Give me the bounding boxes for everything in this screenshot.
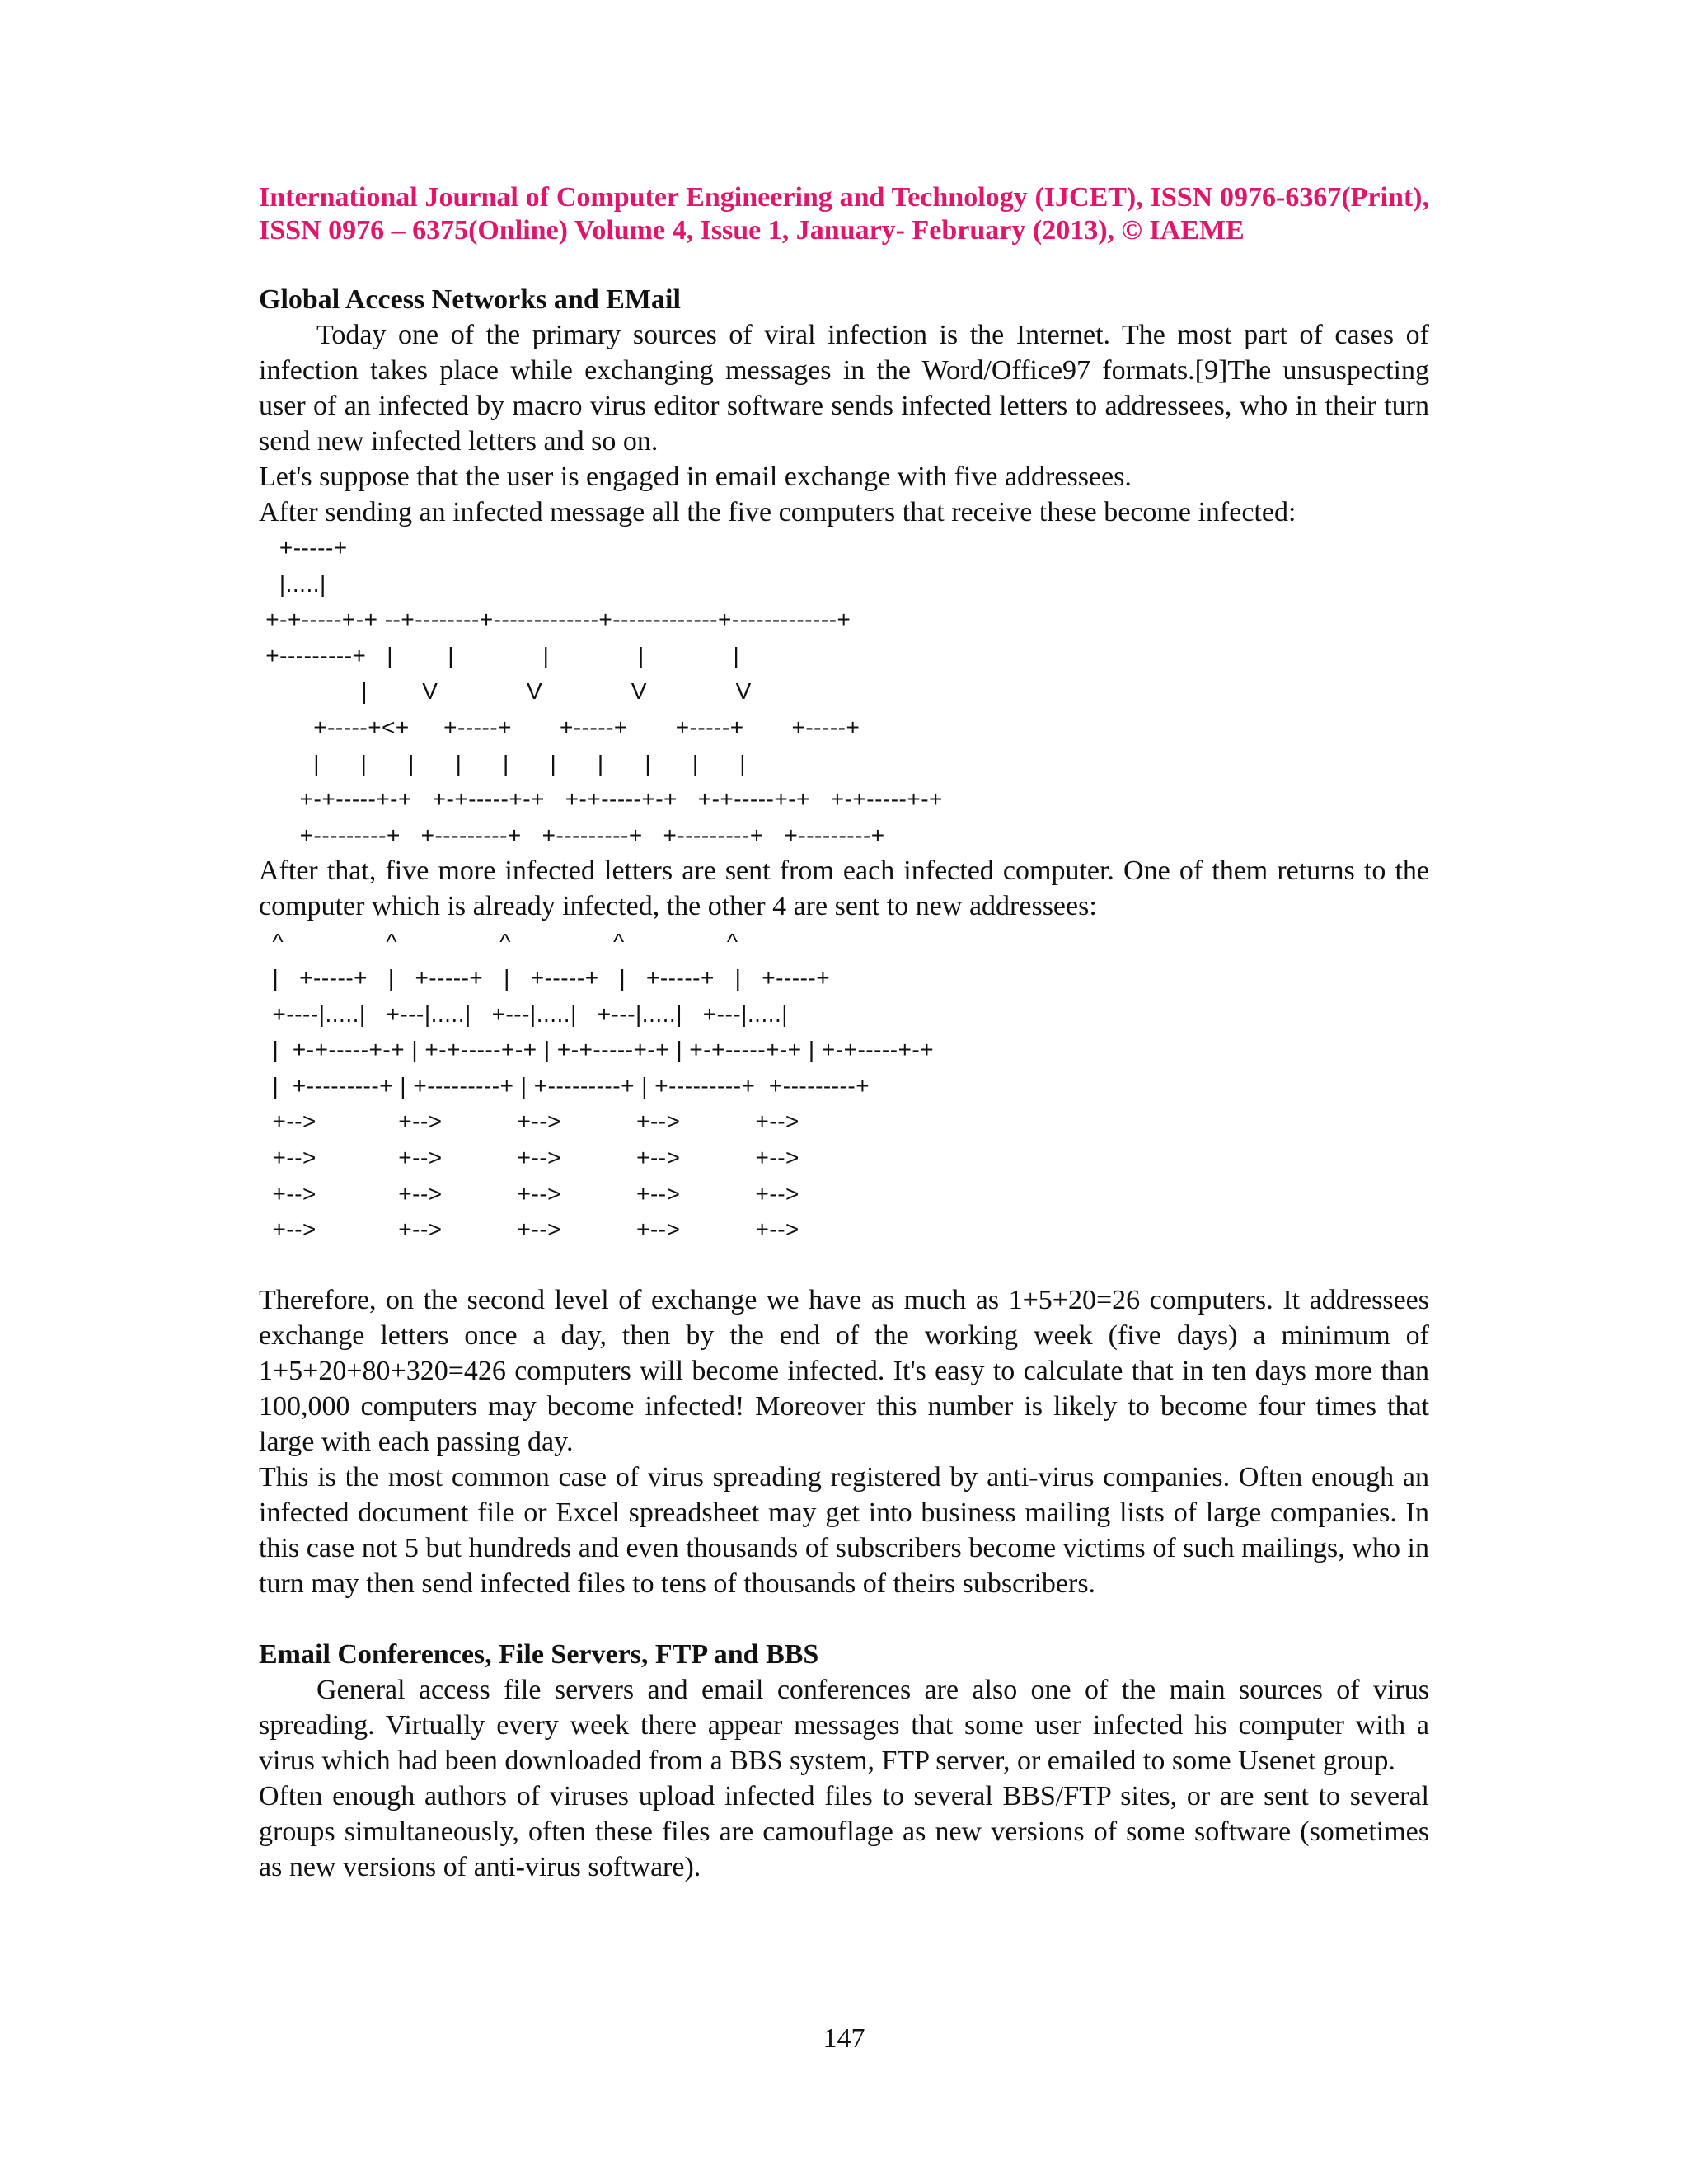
paragraph-suppose: Let's suppose that the user is engaged in email exchange with five addressees. bbox=[259, 462, 1132, 492]
paragraph-file-servers: General access file servers and email conferences are also one of the main sources of virus spreading. Virtually every week there appear messages that some user infected his computer with a virus which had been downloaded from a BBS system, FTP server, or emailed to some Usenet group. bbox=[259, 1674, 1429, 1776]
paragraph-intro: Today one of the primary sources of viral infection is the Internet. The most part of cases of infection takes place while exchanging messages in the Word/Office97 formats.[9]The unsuspecting user of an infected by macro virus editor software sends infected letters to addressees, who in their turn send new infected letters and so on. bbox=[259, 320, 1429, 457]
paragraph-common-case: This is the most common case of virus spreading registered by anti-virus companies. Often enough an infected document file or Excel spreadsheet may get into business mailing lists of large companies. In this case not 5 but hundreds and even thousands of subscribers become victims of such mailings, who in turn may then send infected files to tens of thousands of theirs subscribers. bbox=[259, 1461, 1429, 1599]
paragraph-after-that: After that, five more infected letters are sent from each infected computer. One of them returns to the computer which is already infected, the other 4 are sent to new addressees: bbox=[259, 855, 1429, 922]
spacer bbox=[259, 1248, 1429, 1282]
spacer bbox=[259, 247, 1429, 282]
paragraph-after-sending: After sending an infected message all the five computers that receive these become infected: bbox=[259, 497, 1296, 527]
section-heading-email-conferences: Email Conferences, File Servers, FTP and BBS bbox=[259, 1638, 819, 1670]
page-content bbox=[259, 181, 1429, 1885]
page-number: 147 bbox=[823, 2023, 865, 2054]
spacer bbox=[259, 1601, 1429, 1637]
ascii-diagram-second-level: ^ ^ ^ ^ ^ | +-----+ | +-----+ | +-----+ | +-----+ | +-----+ +----|.....| +---|.....| +---|.....| +---|.....| +---|.....| | +-+-----+-+ | +-+-----+-+ | +-+-----+-+ | +-+-----+-+ | +-+-----+-+ | +---------+ | +---------+ | +---------+ | +---------+ +---------+ +--> +--> +--> +--> +--> +--> +--> +--> +--> +--> +--> +--> +--> +--> +--> +--> +--> +--> +--> +--> bbox=[272, 929, 935, 1243]
ascii-diagram-first-level: +-----+ |.....| +-+-----+-+ --+--------+-------------+-------------+-------------+ +---------+ | | | | | | V V V V +-----+<+ +-----+ +-----+ +-----+ +-----+ | | | | | | | | | | +-+-----+-+ +-+-----+-+ +-+-----+-+ +-+-----+-+ +-+-----+-+ +---------+ +---------+ +---------+ +---------+ +---------+ bbox=[265, 535, 943, 848]
paragraph-therefore: Therefore, on the second level of exchange we have as much as 1+5+20=26 computers. It addressees exchange letters once a day, then by the end of the working week (five days) a minimum of 1+5+20+80+320=426 computers will become infected. It's easy to calculate that in ten days more than 100,000 computers may become infected! Moreover this number is likely to become four times that large with each passing day. bbox=[259, 1284, 1429, 1457]
paragraph-authors-upload: Often enough authors of viruses upload infected files to several BBS/FTP sites, or are sent to several groups simultaneously, often these files are camouflage as new versions of some software (sometimes as new versions of anti-virus software). bbox=[259, 1780, 1429, 1882]
section-heading-global-access: Global Access Networks and EMail bbox=[259, 284, 681, 315]
journal-header: International Journal of Computer Engineering and Technology (IJCET), ISSN 0976-6367(Print), ISSN 0976 – 6375(Online) Volume 4, Issue 1, January- February (2013), © IAEME bbox=[259, 182, 1429, 246]
